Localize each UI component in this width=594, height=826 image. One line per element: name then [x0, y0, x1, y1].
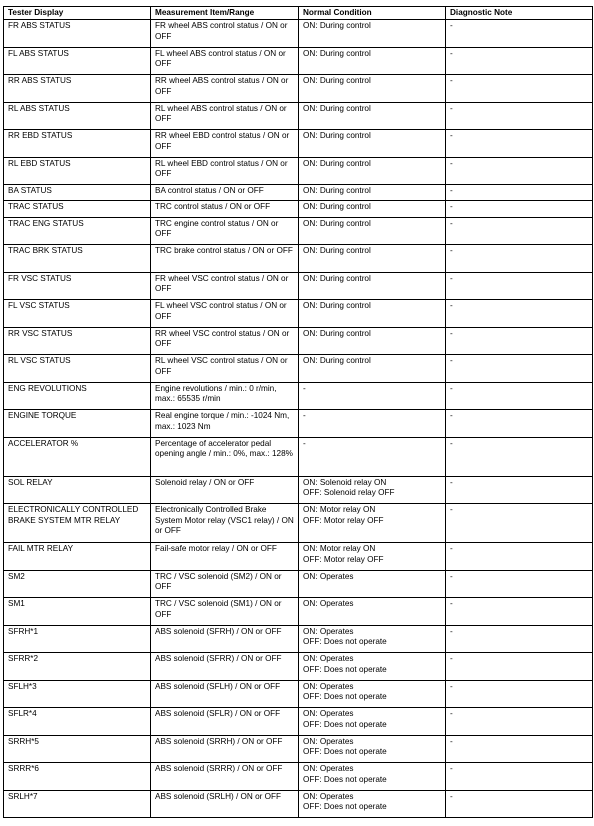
diagnostic-note-cell: - — [446, 245, 593, 273]
normal-condition-cell: ON: Solenoid relay ON OFF: Solenoid relay OFF — [299, 476, 446, 504]
table-header-row — [4, 7, 593, 20]
measurement-cell: RR wheel VSC control status / ON or OFF — [151, 327, 299, 355]
tester-display-cell: ACCELERATOR % — [4, 437, 151, 476]
normal-condition-cell: ON: During control — [299, 75, 446, 103]
measurement-cell: ABS solenoid (SRRR) / ON or OFF — [151, 763, 299, 791]
normal-condition-cell: ON: During control — [299, 185, 446, 201]
diagnostic-note-cell: - — [446, 201, 593, 217]
normal-condition-cell: ON: During control — [299, 300, 446, 328]
header-normal-condition: Normal Condition — [299, 7, 446, 20]
measurement-cell: Electronically Controlled Brake System Motor relay (VSC1 relay) / ON or OFF — [151, 504, 299, 543]
diagnostic-note-cell: - — [446, 382, 593, 410]
tester-display-cell: RR EBD STATUS — [4, 130, 151, 158]
table-row — [4, 410, 593, 438]
diagnostic-note-cell: - — [446, 476, 593, 504]
diagnostic-note-cell: - — [446, 300, 593, 328]
table-row — [4, 598, 593, 626]
measurement-cell: FL wheel ABS control status / ON or OFF — [151, 47, 299, 75]
tester-display-cell: TRAC ENG STATUS — [4, 217, 151, 245]
measurement-cell: TRC engine control status / ON or OFF — [151, 217, 299, 245]
tester-display-cell: RL VSC STATUS — [4, 355, 151, 383]
table-row — [4, 272, 593, 300]
normal-condition-cell: ON: During control — [299, 327, 446, 355]
diagnostic-note-cell: - — [446, 680, 593, 708]
table-row — [4, 130, 593, 158]
measurement-cell: FR wheel VSC control status / ON or OFF — [151, 272, 299, 300]
normal-condition-cell: ON: Operates OFF: Does not operate — [299, 625, 446, 653]
table-row — [4, 680, 593, 708]
diagnostic-note-cell: - — [446, 625, 593, 653]
normal-condition-cell: ON: Operates OFF: Does not operate — [299, 735, 446, 763]
table-row — [4, 382, 593, 410]
table-row — [4, 735, 593, 763]
normal-condition-cell: ON: Operates OFF: Does not operate — [299, 653, 446, 681]
table-row — [4, 708, 593, 736]
tester-display-cell: BA STATUS — [4, 185, 151, 201]
normal-condition-cell: ON: During control — [299, 130, 446, 158]
diagnostic-note-cell: - — [446, 437, 593, 476]
table-row — [4, 763, 593, 791]
measurement-cell: ABS solenoid (SFLH) / ON or OFF — [151, 680, 299, 708]
diagnostic-note-cell: - — [446, 410, 593, 438]
diagnostic-note-cell: - — [446, 185, 593, 201]
diagnostic-note-cell: - — [446, 570, 593, 598]
diagnostic-note-cell: - — [446, 504, 593, 543]
measurement-cell: TRC brake control status / ON or OFF — [151, 245, 299, 273]
tester-display-cell: ENG REVOLUTIONS — [4, 382, 151, 410]
table-row — [4, 625, 593, 653]
table-row — [4, 102, 593, 130]
tester-display-cell: FR ABS STATUS — [4, 20, 151, 48]
table-row — [4, 653, 593, 681]
diagnostic-note-cell: - — [446, 20, 593, 48]
measurement-cell: FR wheel ABS control status / ON or OFF — [151, 20, 299, 48]
measurement-cell: BA control status / ON or OFF — [151, 185, 299, 201]
normal-condition-cell: - — [299, 382, 446, 410]
normal-condition-cell: ON: During control — [299, 201, 446, 217]
diagnostic-note-cell: - — [446, 75, 593, 103]
normal-condition-cell: ON: Operates OFF: Does not operate — [299, 790, 446, 818]
measurement-cell: ABS solenoid (SFRR) / ON or OFF — [151, 653, 299, 681]
diagnostic-note-cell: - — [446, 598, 593, 626]
normal-condition-cell: ON: Motor relay ON OFF: Motor relay OFF — [299, 504, 446, 543]
normal-condition-cell: ON: Operates — [299, 598, 446, 626]
diagnostic-note-cell: - — [446, 130, 593, 158]
normal-condition-cell: ON: During control — [299, 102, 446, 130]
diagnostic-note-cell: - — [446, 272, 593, 300]
table-row — [4, 300, 593, 328]
normal-condition-cell: ON: Operates OFF: Does not operate — [299, 708, 446, 736]
tester-display-cell: SFRR*2 — [4, 653, 151, 681]
diagnostic-note-cell: - — [446, 157, 593, 185]
tester-display-cell: SRLH*7 — [4, 790, 151, 818]
tester-display-cell: TRAC STATUS — [4, 201, 151, 217]
table-row — [4, 157, 593, 185]
table-row — [4, 201, 593, 217]
diagnostic-note-cell: - — [446, 790, 593, 818]
normal-condition-cell: ON: During control — [299, 217, 446, 245]
tester-display-cell: ELECTRONICALLY CONTROLLED BRAKE SYSTEM MTR RELAY — [4, 504, 151, 543]
normal-condition-cell: ON: Motor relay ON OFF: Motor relay OFF — [299, 543, 446, 571]
table-row — [4, 185, 593, 201]
tester-display-cell: FR VSC STATUS — [4, 272, 151, 300]
normal-condition-cell: - — [299, 410, 446, 438]
normal-condition-cell: ON: Operates OFF: Does not operate — [299, 763, 446, 791]
normal-condition-cell: ON: During control — [299, 355, 446, 383]
measurement-cell: ABS solenoid (SFLR) / ON or OFF — [151, 708, 299, 736]
header-diagnostic-note: Diagnostic Note — [446, 7, 593, 20]
measurement-cell: FL wheel VSC control status / ON or OFF — [151, 300, 299, 328]
diagnostic-note-cell: - — [446, 543, 593, 571]
measurement-cell: RL wheel VSC control status / ON or OFF — [151, 355, 299, 383]
diagnostic-note-cell: - — [446, 47, 593, 75]
normal-condition-cell: ON: Operates — [299, 570, 446, 598]
table-row — [4, 75, 593, 103]
diagnostic-note-cell: - — [446, 708, 593, 736]
table-row — [4, 543, 593, 571]
table-row — [4, 20, 593, 48]
table-row — [4, 327, 593, 355]
table-row — [4, 476, 593, 504]
measurement-cell: Engine revolutions / min.: 0 r/min, max.: 65535 r/min — [151, 382, 299, 410]
measurement-cell: TRC control status / ON or OFF — [151, 201, 299, 217]
measurement-cell: ABS solenoid (SRRH) / ON or OFF — [151, 735, 299, 763]
diagnostic-note-cell: - — [446, 217, 593, 245]
measurement-cell: RR wheel ABS control status / ON or OFF — [151, 75, 299, 103]
tester-display-cell: RL ABS STATUS — [4, 102, 151, 130]
table-row — [4, 437, 593, 476]
normal-condition-cell: ON: During control — [299, 47, 446, 75]
measurement-cell: RL wheel EBD control status / ON or OFF — [151, 157, 299, 185]
tester-display-cell: SFLH*3 — [4, 680, 151, 708]
normal-condition-cell: ON: During control — [299, 20, 446, 48]
tester-display-cell: FL ABS STATUS — [4, 47, 151, 75]
normal-condition-cell: ON: Operates OFF: Does not operate — [299, 680, 446, 708]
tester-display-cell: ENGINE TORQUE — [4, 410, 151, 438]
tester-display-cell: SFRH*1 — [4, 625, 151, 653]
measurement-cell: RL wheel ABS control status / ON or OFF — [151, 102, 299, 130]
measurement-cell: ABS solenoid (SRLH) / ON or OFF — [151, 790, 299, 818]
measurement-cell: TRC / VSC solenoid (SM1) / ON or OFF — [151, 598, 299, 626]
tester-display-cell: SOL RELAY — [4, 476, 151, 504]
normal-condition-cell: ON: During control — [299, 157, 446, 185]
measurement-cell: Real engine torque / min.: -1024 Nm, max.: 1023 Nm — [151, 410, 299, 438]
header-measurement-item: Measurement Item/Range — [151, 7, 299, 20]
table-row — [4, 217, 593, 245]
tester-display-cell: FL VSC STATUS — [4, 300, 151, 328]
table-row — [4, 47, 593, 75]
normal-condition-cell: - — [299, 437, 446, 476]
table-row — [4, 504, 593, 543]
tester-display-cell: RL EBD STATUS — [4, 157, 151, 185]
measurement-cell: TRC / VSC solenoid (SM2) / ON or OFF — [151, 570, 299, 598]
tester-display-cell: SFLR*4 — [4, 708, 151, 736]
normal-condition-cell: ON: During control — [299, 245, 446, 273]
tester-display-cell: SM1 — [4, 598, 151, 626]
tester-display-cell: SRRR*6 — [4, 763, 151, 791]
diagnostic-data-table — [3, 6, 593, 818]
measurement-cell: Percentage of accelerator pedal opening angle / min.: 0%, max.: 128% — [151, 437, 299, 476]
table-row — [4, 245, 593, 273]
measurement-cell: ABS solenoid (SFRH) / ON or OFF — [151, 625, 299, 653]
tester-display-cell: SRRH*5 — [4, 735, 151, 763]
diagnostic-note-cell: - — [446, 102, 593, 130]
table-row — [4, 570, 593, 598]
measurement-cell: Solenoid relay / ON or OFF — [151, 476, 299, 504]
measurement-cell: Fail-safe motor relay / ON or OFF — [151, 543, 299, 571]
tester-display-cell: RR ABS STATUS — [4, 75, 151, 103]
tester-display-cell: TRAC BRK STATUS — [4, 245, 151, 273]
diagnostic-note-cell: - — [446, 355, 593, 383]
header-tester-display: Tester Display — [4, 7, 151, 20]
table-row — [4, 790, 593, 818]
diagnostic-note-cell: - — [446, 653, 593, 681]
diagnostic-note-cell: - — [446, 735, 593, 763]
tester-display-cell: FAIL MTR RELAY — [4, 543, 151, 571]
measurement-cell: RR wheel EBD control status / ON or OFF — [151, 130, 299, 158]
diagnostic-note-cell: - — [446, 327, 593, 355]
table-row — [4, 355, 593, 383]
diagnostic-note-cell: - — [446, 763, 593, 791]
normal-condition-cell: ON: During control — [299, 272, 446, 300]
tester-display-cell: RR VSC STATUS — [4, 327, 151, 355]
tester-display-cell: SM2 — [4, 570, 151, 598]
